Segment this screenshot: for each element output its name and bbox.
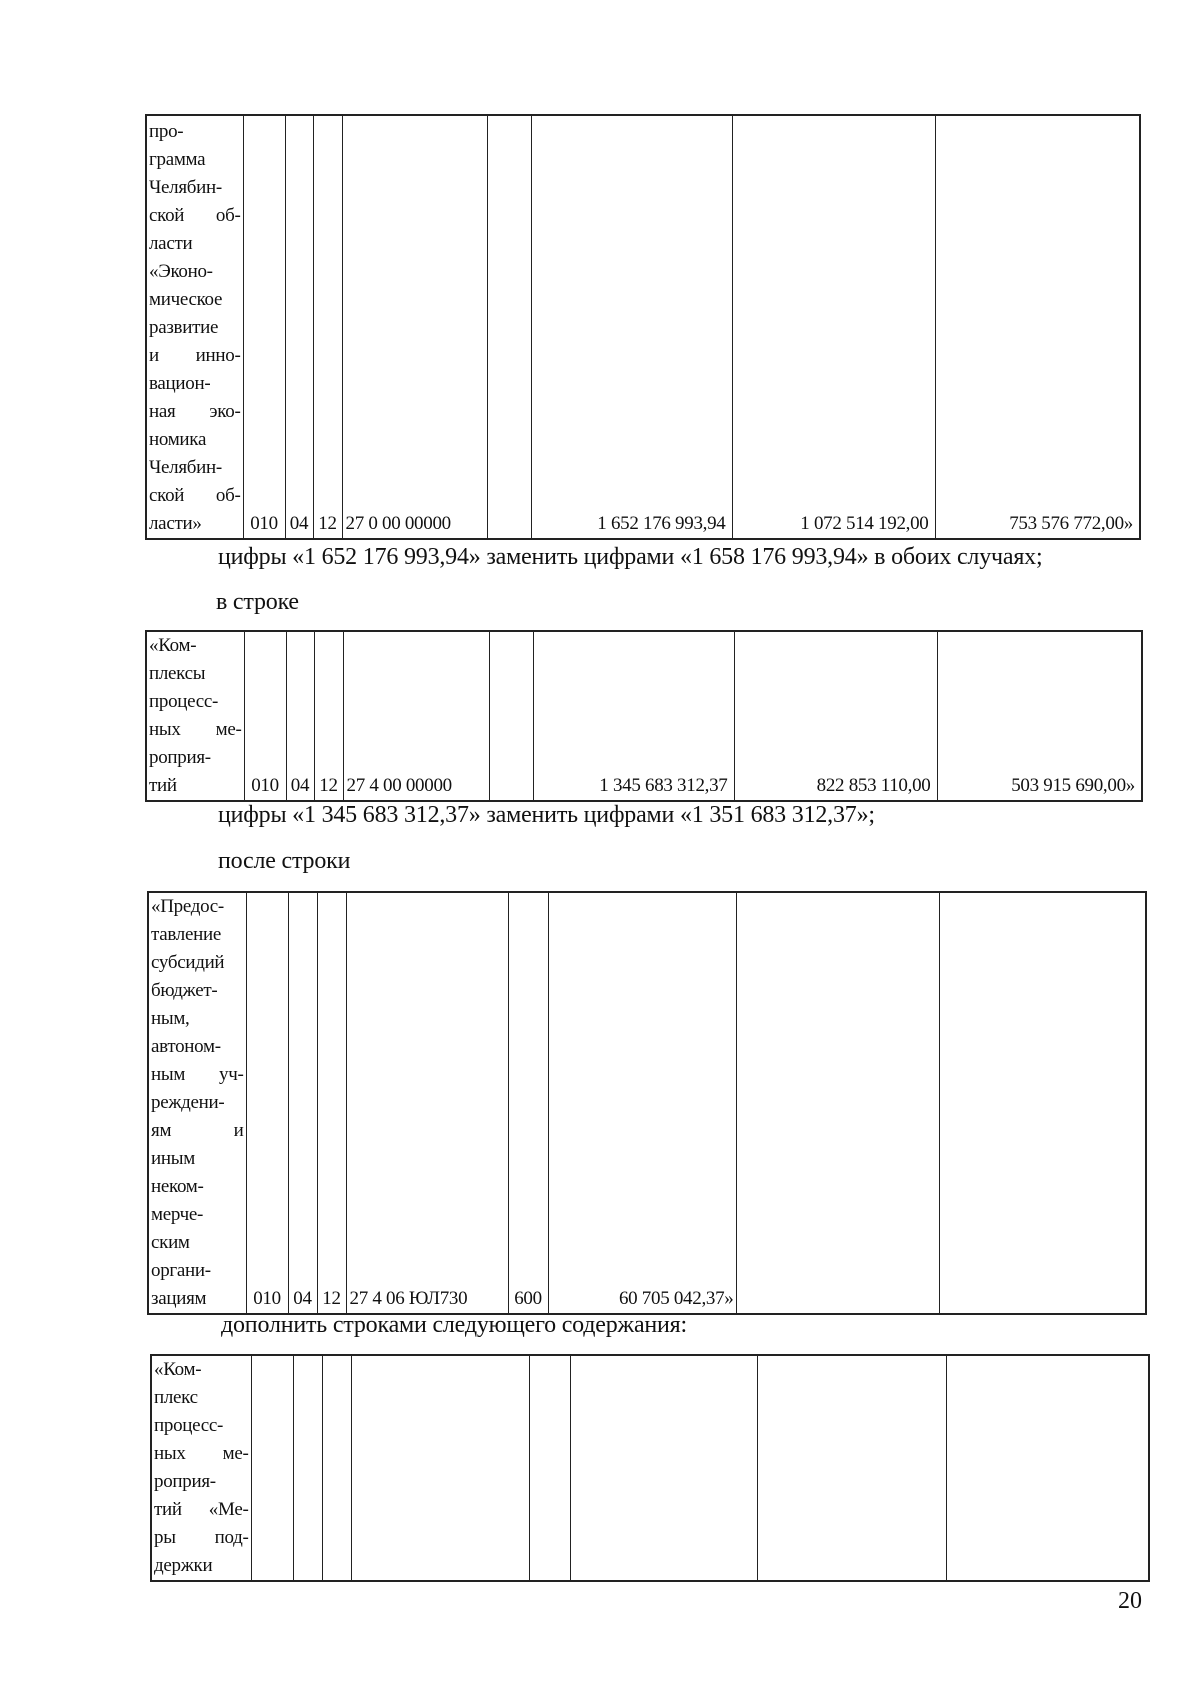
name-line: и инно- xyxy=(149,345,241,366)
name-line: «Ком- xyxy=(149,635,197,656)
budget-table-2 xyxy=(145,630,1143,802)
code-csr-cell: 27 4 00 00000 xyxy=(343,631,489,801)
name-line: субсидий xyxy=(151,952,225,973)
code-csr-cell: 27 4 06 ЮЛ730 xyxy=(346,892,508,1314)
sum-cell-3: 503 915 690,00» xyxy=(937,631,1142,801)
code-pr-cell: 12 xyxy=(313,115,342,539)
name-line: роприя- xyxy=(154,1471,216,1492)
instruction-paragraph: в строке xyxy=(216,589,299,615)
row-name-cell xyxy=(146,631,244,801)
name-line: плекс xyxy=(154,1387,198,1408)
sum-cell-2: 822 853 110,00 xyxy=(734,631,937,801)
name-line: ных ме- xyxy=(154,1443,249,1464)
code-gr-cell: 010 xyxy=(243,115,285,539)
name-line: ным уч- xyxy=(151,1064,244,1085)
name-line: процесс- xyxy=(154,1415,224,1436)
name-line: автоном- xyxy=(151,1036,221,1057)
sum-cell-1: 1 652 176 993,94 xyxy=(531,115,732,539)
name-line: бюджет- xyxy=(151,980,218,1001)
sum-cell-2 xyxy=(757,1355,946,1581)
name-line: ная эко- xyxy=(149,401,241,422)
sum-cell-1: 1 345 683 312,37 xyxy=(533,631,734,801)
code-rz-cell: 04 xyxy=(288,892,317,1314)
name-line: ям и xyxy=(151,1120,244,1141)
name-line: плексы xyxy=(149,663,206,684)
instruction-paragraph: после строки xyxy=(218,848,351,874)
name-line: ных ме- xyxy=(149,719,242,740)
name-line: Челябин- xyxy=(149,177,222,198)
code-vr-cell xyxy=(487,115,531,539)
instruction-paragraph: дополнить строками следующего содержания: xyxy=(221,1312,687,1338)
name-line: процесс- xyxy=(149,691,219,712)
name-line: ским xyxy=(151,1232,190,1253)
name-line: ным, xyxy=(151,1008,190,1029)
code-pr-cell: 12 xyxy=(317,892,346,1314)
row-name-cell xyxy=(151,1355,251,1581)
name-line: вацион- xyxy=(149,373,211,394)
name-line: держки xyxy=(154,1555,213,1576)
budget-table-4 xyxy=(150,1354,1150,1582)
code-gr-cell: 010 xyxy=(246,892,288,1314)
name-line: неком- xyxy=(151,1176,204,1197)
sum-cell-2: 1 072 514 192,00 xyxy=(732,115,935,539)
page-number: 20 xyxy=(1118,1588,1142,1614)
name-line: номика xyxy=(149,429,207,450)
name-line: Челябин- xyxy=(149,457,222,478)
name-line: тий xyxy=(149,775,177,796)
code-rz-cell xyxy=(293,1355,322,1581)
name-line: «Ком- xyxy=(154,1359,202,1380)
name-line: тий «Ме- xyxy=(154,1499,249,1520)
name-line: грамма xyxy=(149,149,206,170)
instruction-paragraph: цифры «1 345 683 312,37» заменить цифрами «1 351 683 312,37»; xyxy=(218,802,875,828)
sum-cell-3 xyxy=(946,1355,1149,1581)
name-line: ласти xyxy=(149,233,193,254)
instruction-paragraph: цифры «1 652 176 993,94» заменить цифрами «1 658 176 993,94» в обоих случаях; xyxy=(218,544,1043,570)
code-rz-cell: 04 xyxy=(286,631,314,801)
code-vr-cell: 600 xyxy=(508,892,548,1314)
name-line: про- xyxy=(149,121,184,142)
code-vr-cell xyxy=(529,1355,570,1581)
budget-table-1 xyxy=(145,114,1141,540)
name-line: мерче- xyxy=(151,1204,203,1225)
sum-cell-1: 60 705 042,37» xyxy=(548,892,736,1314)
sum-cell-3 xyxy=(939,892,1146,1314)
name-line: органи- xyxy=(151,1260,211,1281)
name-line: ской об- xyxy=(149,205,241,226)
name-line: зациям xyxy=(151,1288,207,1309)
name-line: ласти» xyxy=(149,513,202,534)
name-line: ской об- xyxy=(149,485,241,506)
name-line: тавление xyxy=(151,924,221,945)
row-name-cell xyxy=(146,115,243,539)
sum-cell-1 xyxy=(570,1355,757,1581)
code-rz-cell: 04 xyxy=(285,115,313,539)
name-line: развитие xyxy=(149,317,219,338)
code-vr-cell xyxy=(489,631,533,801)
code-pr-cell xyxy=(322,1355,351,1581)
sum-cell-3: 753 576 772,00» xyxy=(935,115,1140,539)
name-line: роприя- xyxy=(149,747,211,768)
name-line: реждени- xyxy=(151,1092,225,1113)
code-pr-cell: 12 xyxy=(314,631,343,801)
name-line: мическое xyxy=(149,289,223,310)
code-csr-cell: 27 0 00 00000 xyxy=(342,115,487,539)
code-gr-cell xyxy=(251,1355,293,1581)
sum-cell-2 xyxy=(736,892,939,1314)
budget-table-3 xyxy=(147,891,1147,1315)
name-line: ры под- xyxy=(154,1527,249,1548)
row-name-cell xyxy=(148,892,246,1314)
code-csr-cell xyxy=(351,1355,529,1581)
name-line: «Предос- xyxy=(151,896,224,917)
name-line: иным xyxy=(151,1148,195,1169)
name-line: «Эконо- xyxy=(149,261,213,282)
code-gr-cell: 010 xyxy=(244,631,286,801)
